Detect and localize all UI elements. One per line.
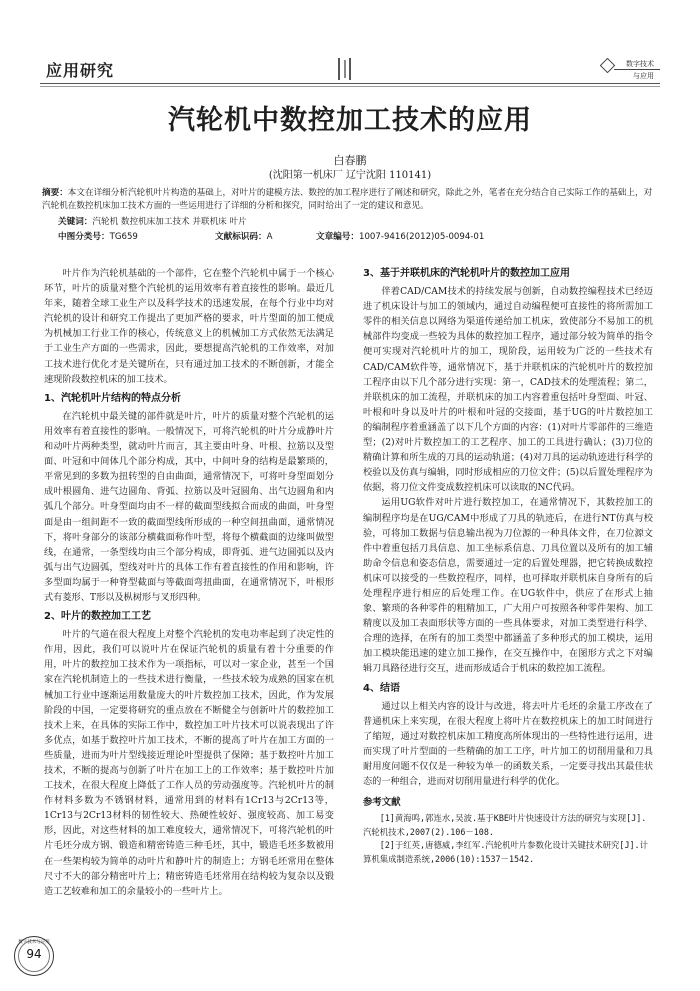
section-3-paragraph-b: 运用UG软件对叶片进行数控加工，在通常情况下，其数控加工的编制程序均是在UG/CAM中形成了刀具的轨迹后，在进行NT仿真与校验，可将加工数据与信息输出视为刀位源的一种具体文件，在刀位源文件中着重包括刀具信息、加工坐标系信息、刀具位置以及所有的加工辅助命令信息和姿态信息，需要通过一定的后置处理器，把它转换成数控机床可以接受的一些数控程序，同样，也可择取并联机床自身所有的后处理程序进行相应的后处理工作。在UG软件中，供应了在形式上抽象、繁琐的各种零件的粗精加工，广大用户可按照各种零件架构、加工精度以及加工表面形状等方面的一些具体要求，对加工类型进行科学、合理的选择，在所有的加工类型中都涵盖了多种形式的加工模块，运用加工模块能迅速的建立加工操作，在交互操作中，在图形方式之下对编辑刀具路径进行交互，进而形成适合于机床的数控加工流程。 [363,497,653,675]
reference-item: [1]黄海鸣,郭连水,吴波.基于KBE叶片快速设计方法的研究与实现[J].汽轮机技术,2007(2).106－108. [363,813,647,837]
keywords-label: 关键词： [58,217,93,227]
page-number: 94 [26,947,42,961]
reference-item: [2]于红英,唐德威,李红军.汽轮机叶片参数化设计关键技术研究[J].计算机集成制造系统,2006(10):1537－1542. [363,840,648,864]
article-title: 汽轮机中数控加工技术的应用 [168,105,532,136]
keywords [58,215,247,227]
intro-paragraph: 叶片作为汽轮机基础的一个部件，它在整个汽轮机中属于一个核心环节，叶片的质量对整个汽轮机的运用效率有着直接性的影响。最近几年来，随着全球工业生产以及科学技术的迅速发展，在每个行业中均对汽轮机的设计和研究工作提出了更加严格的要求，叶片型面的加工便成为机械加工行业工作的核心，传统意义上的机械加工方式依然无法满足于工业生产方面的一些需求，因此，要想提高汽轮机的工作效率，对加工技术进行优化才是关键所在，只有通过加工技术的不断创新，才能全速现阶段数控机床的加工技术。 [44,268,334,385]
left-column [44,266,334,899]
section-2-paragraph: 叶片的气道在很大程度上对整个汽轮机的发电功率起到了决定性的作用，因此，我们可以说叶片在保证汽轮机的质量有着十分重要的作用，叶片的数控加工技术作为一项指标，可以对一家企业，甚至一个国家在汽轮机制造上的一些技术进行衡量，一些技术较为成熟的国家在机械加工行业中逐渐运用数量庞大的叶片数控加工技术，因此，作为发展阶段的中国，一定要将研究的重点放在不断健全与创新叶片的数控加工技术上来，在具体的实际工作中，数控加工叶片技术可以说表现出了许多优点，如基于数控叶片加工技术，不断的提高了叶片在加工方面的一些质量，进而为叶片型线接近理论叶型提供了保障；基于数控叶片加工技术，不断的提高与创新了叶片在加工上的工作效率；基于数控叶片加工技术，在很大程度上降低了工作人员的劳动强度等。汽轮机叶片的制作材料多数为不锈钢材料，通常用到的材料有1Cr13与2Cr13等，1Cr13与2Cr13材料的韧性较大、热硬性较好、强度较高、加工易变形，因此，对这些材料的加工难度较大，通常情况下，可将汽轮机的叶片毛坯分成方钢、锻造和精密铸造三种毛坯，其中，锻造毛坯多数被用在一些架构较为简单的动叶片和静叶片的制造上；方钢毛坯常用在整体尺寸不大的部分精密叶片上；精密铸造毛坯常用在结构较为复杂以及锻造工艺较难和加工的余量较小的一些叶片上。 [44,629,334,897]
section-heading-3: 3、基于并联机床的汽轮机叶片的数控加工应用 [363,268,570,279]
section-heading-1: 1、汽轮机叶片结构的特点分析 [44,392,181,404]
section-3-paragraph-a: 伴着CAD/CAM技术的持续发展与创新，自动数控编程技术已经迈进了机床设计与加工的领域内，通过自动编程便可直接性的将所需加工零件的相关信息以网络为渠道传递给加工机床，致使部分不易加工的机械部件均变成一些较为具体的数控加工程序，通过部分较为简单的指令便可实现对汽轮机叶片的加工，现阶段，运用较为广泛的一些技术有CAD/CAM软件等，通常情况下，基于并联机床的汽轮机叶片的数控加工程序由以下几个部分进行实现：第一，CAD技术的处理流程；第二，并联机床的加工流程，并联机床的加工内容着重包括叶身型面、叶冠、叶根和叶身以及叶片的叶根和叶冠的交接面，基于UG的叶片数控加工的编制程序着重涵盖了以下几个方面的内容：(1)对叶片零部件的三维造型；(2)对叶片数控加工的工艺程序、加工的工具进行确认；(3)刀位的精确计算和所生成的刀具的运动轨道；(4)对刀具的运动轨迹进行科学的校验以及仿真与编辑，同时形成相应的刀位文件；(5)以后置处理程序为依据，将刀位文件变成数控机床可以读取的NC代码。 [363,286,653,494]
abstract-label: 摘要： [42,188,68,198]
header-rule [40,83,660,84]
author-affiliation: (沈阳第一机床厂 辽宁沈阳 110141) [268,170,432,181]
section-heading-4: 4、结语 [363,682,400,694]
author-name: 白春鹏 [333,154,367,167]
section-1-paragraph: 在汽轮机中最关键的部件就是叶片，叶片的质量对整个汽轮机的运用效率有着直接性的影响。一般情况下，可将汽轮机的叶片分成静叶片和动叶片两种类型，就动叶片而言，其主要由叶身、叶根、拉筋以及型面、叶冠和中间体几个部分构成，其中，中间叶身的结构是最繁琐的，平常见到的多数为扭转型的自由曲面，通常情况下，可将叶身型面划分成叶根圆角、进气边圆角、背弧、拉筋以及叶冠圆角、出气边圆角和内弧几个部分。叶身型面均由不一样的截面型线拟合而成的曲面，叶身型面是由一组间距不一致的截面型线所形成的一种空间扭曲面，通常情况下，将叶身部分的该部分横截面称作叶型，将每个横截面的边缘叫做型线，在通常，一条型线均由三个部分构成，即背弧、进气边圆弧以及内弧与出气边圆弧，型线对叶片的具体工作有着直接性的作用和影响，许多型面均属于一种脊型截面与等截面弯扭曲面，在通常情况下，叶根形式有菱形、T形以及枞树形与叉形四种。 [44,410,334,603]
journal-name-line2: 与应用 [633,72,654,80]
article-number: 文章编号：1007-9416(2012)05-0094-01 [316,232,485,242]
section-heading-2: 2、叶片的数控加工工艺 [44,611,151,623]
references-heading: 参考文献 [363,797,401,809]
abstract-text: 本文在详细分析汽轮机叶片构造的基础上，对叶片的建模方法、数控的加工程序进行了阐述和研究，除此之外，笔者在充分结合自己实际工作的基础上，对汽轮机在数控机床加工技术方面的一些运用进行了详细的分析和探究，同时给出了一定的建议和意见。 [42,188,653,211]
header-rule-thin [40,86,660,87]
header-divider-bars [338,58,352,80]
journal-name-line1: 数字技术 [626,60,654,68]
badge-journal-text: 数字技术与应用 [18,940,50,945]
classification-number: 中图分类号：TG659 [58,232,138,242]
document-code: 文献标识码：A [215,232,273,242]
section-label: 应用研究 [46,61,115,80]
abstract [42,187,658,213]
page-number-badge [14,936,54,976]
journal-logo [600,58,660,82]
conclusion-paragraph: 通过以上相关内容的设计与改进，将去叶片毛坯的余量工序改在了普通机床上来实现，在很大程度上将叶片在数控机床上的加工时间进行了缩短，通过对数控机床加工精度高所体现出的一些特性进行运用，进而实现了叶片型面的一些精确的加工工序，叶片加工的切削用量和刀具耐用度问题不仅仅是一种较为单一的函数关系，一定要寻找出其最佳状态的一种组合，进而对切削用量进行科学的优化。 [363,700,653,788]
right-column [363,266,653,866]
keywords-text: 汽轮机 数控机床加工技术 并联机床 叶片 [92,217,247,227]
diamond-icon [600,58,616,74]
